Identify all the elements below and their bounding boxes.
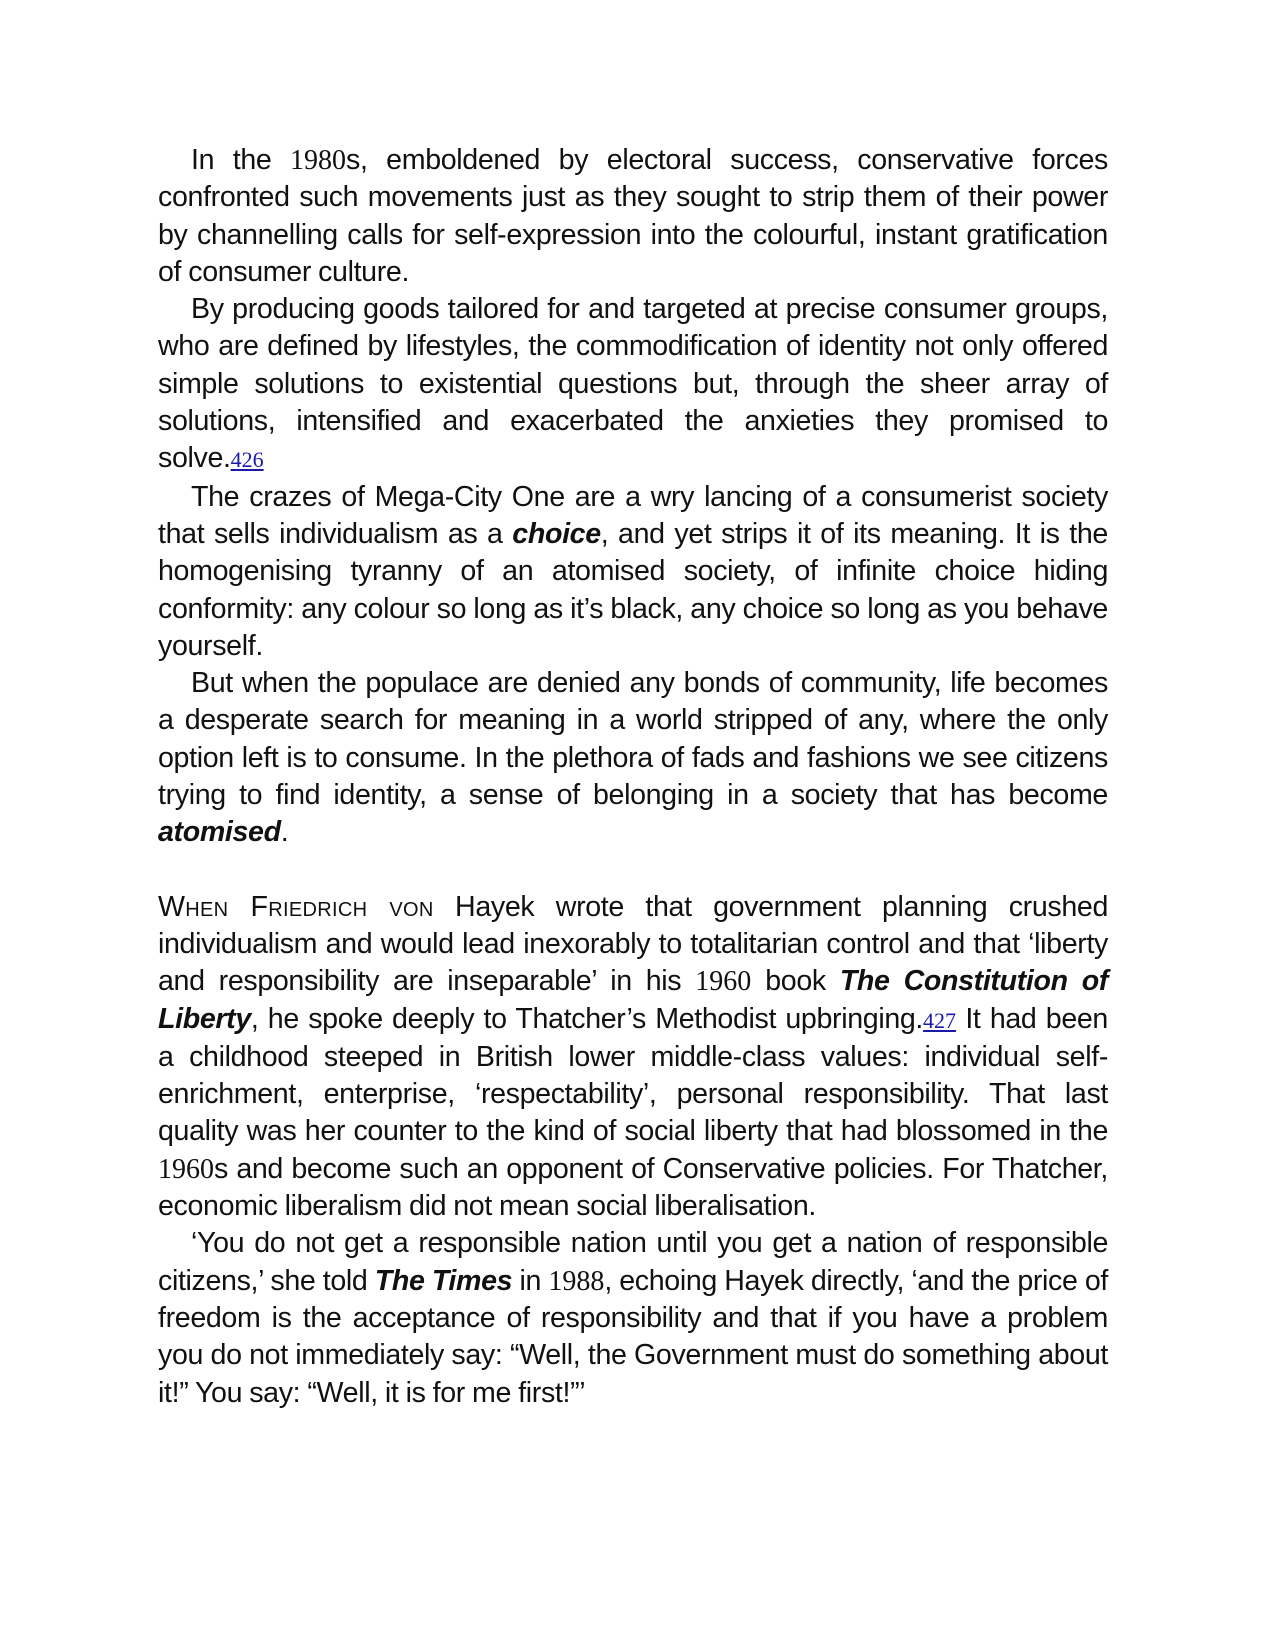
section-lead-in: When Friedrich von [158,890,434,923]
year-1988: 1988 [548,1265,605,1297]
year-1980: 1980 [290,145,347,176]
paragraph-5: When Friedrich von Hayek wrote that government planning crushed individualism and would lead inexorably to totalitarian control and that ‘liberty and responsibility are inseparable’ in his 1960 book The Constitution of Liberty, he spoke deeply to Thatcher’s Methodist upbringing.427 It had been a childhood steeped in British lower middle-class values: individual self-enrichment, enterprise, ‘respectability’, personal responsibility. That last quality was her counter to the kind of social liberty that had blossomed in the 1960s and become such an opponent of Conservative policies. For Thatcher, economic liberalism did not mean social liberalisation. [158,890,1109,1223]
emphasis-choice: choice [512,517,601,550]
paragraph-4: But when the populace are denied any bonds of community, life becomes a desperate search for meaning in a world stripped of any, where the only option left is to consume. In the plethora of fads and fashions we see citizens trying to find identity, a sense of belonging in a society that has become atomised. [158,667,1108,849]
emphasis-atomised: atomised [158,816,281,849]
book-title: The Constitution of Liberty [158,965,1108,1035]
paragraph-1: In the 1980s, emboldened by electoral success, conservative forces confronted such movements just as they sought to strip them of their power by channelling calls for self-expression into the colourful, instant gratification of consumer culture. [158,144,1108,288]
year-1960-decade: 1960 [158,1153,214,1185]
paragraph-2: By producing goods tailored for and targeted at precise consumer groups, who are defined by lifestyles, the commodification of identity not only offered simple solutions to existential questions but, through the sheer array of solutions, intensified and exacerbated the anxieties they promised to solve.426 [158,293,1108,475]
paragraph-6: ‘You do not get a responsible nation until you get a nation of responsible citizens,’ she told The Times in 1988, echoing Hayek directly, ‘and the price of freedom is the acceptance of responsibility and that if you have a problem you do not immediately say: “Well, the Government must do something about it!” You say: “Well, it is for me first!”’ [158,1227,1108,1409]
footnote-link-427[interactable]: 427 [923,1007,957,1033]
footnote-link-426[interactable]: 426 [230,447,264,473]
paragraph-3: The crazes of Mega-City One are a wry lancing of a consumerist society that sells individualism as a choice, and yet strips it of its meaning. It is the homogenising tyranny of an atomised society, of infinite choice hiding conformity: any colour so long as it’s black, any choice so long as you behave yourself. [158,480,1108,662]
newspaper-title: The Times [374,1264,513,1297]
document-page [158,142,1108,1412]
year-1960-book: 1960 [695,966,752,998]
